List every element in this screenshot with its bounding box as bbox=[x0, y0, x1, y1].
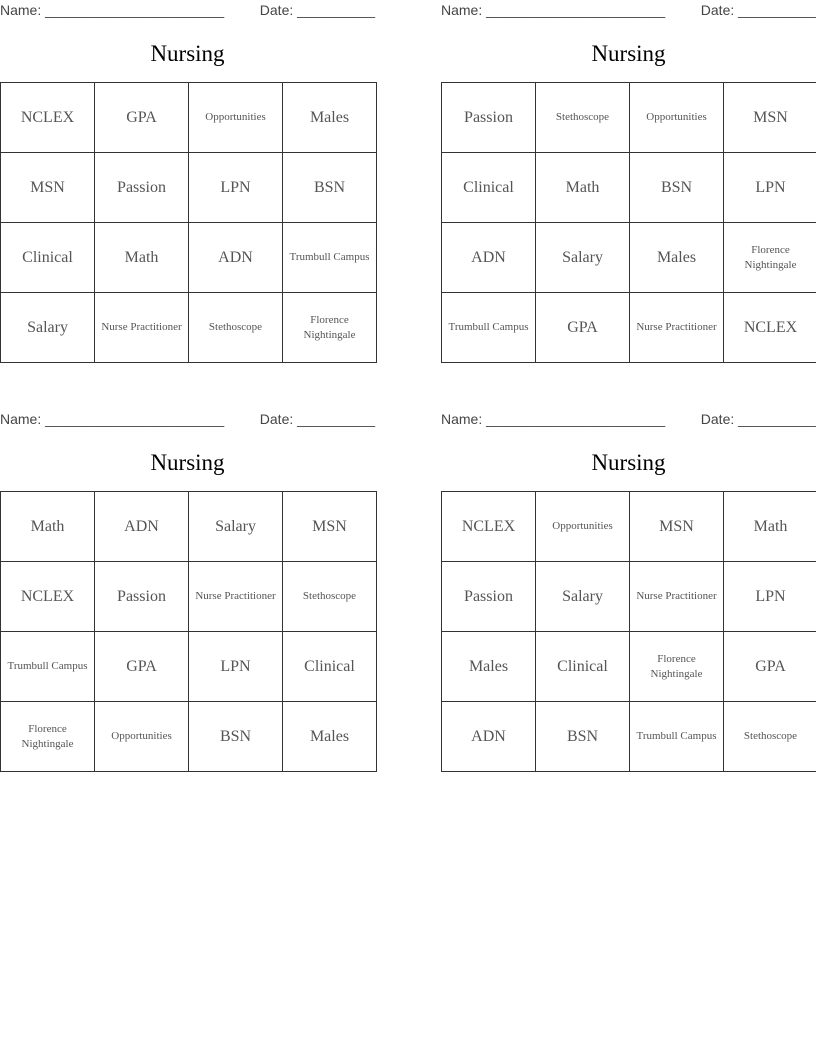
date-field: Date: __________ bbox=[700, 2, 816, 18]
grid-cell: Opportunities bbox=[536, 492, 630, 562]
grid-cell: MSN bbox=[283, 492, 377, 562]
grid-cell: GPA bbox=[95, 632, 189, 702]
grid-cell: Salary bbox=[536, 223, 630, 293]
grid-cell: ADN bbox=[95, 492, 189, 562]
bingo-grid bbox=[0, 491, 377, 772]
grid-row bbox=[442, 632, 816, 702]
card-title: Nursing bbox=[150, 41, 225, 66]
card-header bbox=[0, 0, 375, 20]
grid-cell: Males bbox=[283, 83, 377, 153]
grid-cell: BSN bbox=[536, 702, 630, 772]
grid-cell: Nurse Practitioner bbox=[630, 562, 724, 632]
grid-cell: ADN bbox=[442, 223, 536, 293]
name-field: Name: _______________________ bbox=[441, 2, 666, 18]
grid-row bbox=[442, 223, 816, 293]
card-title: Nursing bbox=[591, 450, 666, 475]
grid-cell: Math bbox=[724, 492, 816, 562]
card-title: Nursing bbox=[591, 41, 666, 66]
grid-row bbox=[1, 223, 377, 293]
grid-row bbox=[1, 702, 377, 772]
grid-cell: Stethoscope bbox=[724, 702, 816, 772]
grid-cell: Math bbox=[95, 223, 189, 293]
grid-row bbox=[442, 293, 816, 363]
grid-cell: Nurse Practitioner bbox=[95, 293, 189, 363]
grid-cell: Clinical bbox=[442, 153, 536, 223]
grid-cell: Trumbull Campus bbox=[283, 223, 377, 293]
grid-cell: Florence Nightingale bbox=[283, 293, 377, 363]
bingo-grid bbox=[441, 82, 816, 363]
bingo-card-3 bbox=[0, 409, 375, 750]
grid-cell: MSN bbox=[1, 153, 95, 223]
grid-row bbox=[442, 492, 816, 562]
grid-row bbox=[1, 153, 377, 223]
grid-cell: ADN bbox=[442, 702, 536, 772]
grid-cell: GPA bbox=[95, 83, 189, 153]
grid-cell: BSN bbox=[283, 153, 377, 223]
grid-cell: LPN bbox=[724, 153, 816, 223]
card-header bbox=[441, 409, 816, 429]
date-field: Date: __________ bbox=[259, 411, 375, 427]
grid-cell: Salary bbox=[189, 492, 283, 562]
grid-row bbox=[1, 492, 377, 562]
name-field: Name: _______________________ bbox=[0, 411, 225, 427]
grid-cell: Florence Nightingale bbox=[724, 223, 816, 293]
grid-cell: BSN bbox=[189, 702, 283, 772]
grid-cell: Trumbull Campus bbox=[442, 293, 536, 363]
grid-cell: NCLEX bbox=[442, 492, 536, 562]
grid-cell: Math bbox=[536, 153, 630, 223]
card-header bbox=[441, 0, 816, 20]
grid-cell: MSN bbox=[630, 492, 724, 562]
bingo-grid bbox=[0, 82, 377, 363]
grid-row bbox=[1, 83, 377, 153]
grid-cell: Florence Nightingale bbox=[1, 702, 95, 772]
grid-cell: NCLEX bbox=[1, 562, 95, 632]
grid-cell: Nurse Practitioner bbox=[630, 293, 724, 363]
bingo-card-2 bbox=[441, 0, 816, 336]
grid-cell: Stethoscope bbox=[536, 83, 630, 153]
grid-cell: Passion bbox=[95, 153, 189, 223]
grid-cell: NCLEX bbox=[1, 83, 95, 153]
grid-row bbox=[442, 562, 816, 632]
date-field: Date: __________ bbox=[259, 2, 375, 18]
grid-cell: Males bbox=[283, 702, 377, 772]
grid-cell: LPN bbox=[189, 153, 283, 223]
grid-row bbox=[442, 153, 816, 223]
date-field: Date: __________ bbox=[700, 411, 816, 427]
grid-cell: Stethoscope bbox=[283, 562, 377, 632]
grid-cell: Clinical bbox=[283, 632, 377, 702]
grid-cell: MSN bbox=[724, 83, 816, 153]
grid-cell: Males bbox=[630, 223, 724, 293]
grid-cell: Nurse Practitioner bbox=[189, 562, 283, 632]
grid-cell: LPN bbox=[189, 632, 283, 702]
grid-cell: Passion bbox=[95, 562, 189, 632]
grid-cell: Opportunities bbox=[95, 702, 189, 772]
grid-row bbox=[1, 293, 377, 363]
bingo-card-4 bbox=[441, 409, 816, 745]
grid-cell: Clinical bbox=[536, 632, 630, 702]
bingo-card-1 bbox=[0, 0, 375, 341]
grid-cell: GPA bbox=[724, 632, 816, 702]
grid-cell: Trumbull Campus bbox=[1, 632, 95, 702]
grid-row bbox=[1, 562, 377, 632]
grid-cell: Trumbull Campus bbox=[630, 702, 724, 772]
bingo-grid bbox=[441, 491, 816, 772]
card-title: Nursing bbox=[150, 450, 225, 475]
grid-cell: Opportunities bbox=[630, 83, 724, 153]
grid-cell: GPA bbox=[536, 293, 630, 363]
grid-cell: Math bbox=[1, 492, 95, 562]
grid-cell: Passion bbox=[442, 562, 536, 632]
grid-cell: BSN bbox=[630, 153, 724, 223]
grid-cell: Opportunities bbox=[189, 83, 283, 153]
grid-cell: Salary bbox=[536, 562, 630, 632]
grid-cell: Males bbox=[442, 632, 536, 702]
grid-cell: Passion bbox=[442, 83, 536, 153]
grid-cell: Salary bbox=[1, 293, 95, 363]
name-field: Name: _______________________ bbox=[0, 2, 225, 18]
grid-cell: Stethoscope bbox=[189, 293, 283, 363]
grid-cell: ADN bbox=[189, 223, 283, 293]
grid-row bbox=[442, 83, 816, 153]
grid-cell: NCLEX bbox=[724, 293, 816, 363]
grid-cell: LPN bbox=[724, 562, 816, 632]
grid-row bbox=[1, 632, 377, 702]
grid-cell: Clinical bbox=[1, 223, 95, 293]
card-header bbox=[0, 409, 375, 429]
grid-row bbox=[442, 702, 816, 772]
grid-cell: Florence Nightingale bbox=[630, 632, 724, 702]
name-field: Name: _______________________ bbox=[441, 411, 666, 427]
